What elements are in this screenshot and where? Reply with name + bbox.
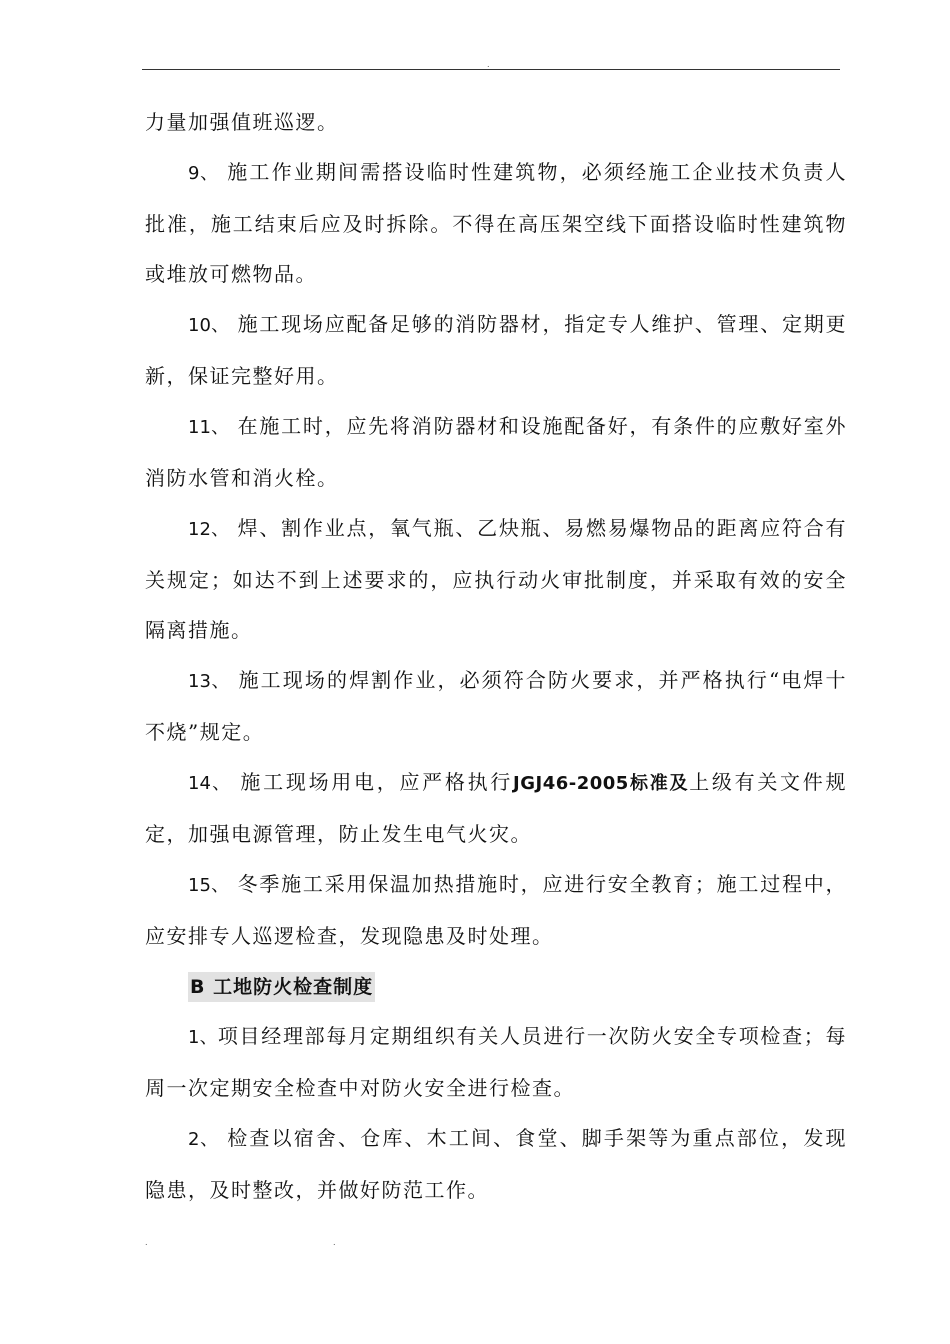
paragraph-b1 [145,1011,847,1113]
paragraph-b2 [145,1113,847,1215]
paragraph-text: 焊、割作业点，氧气瓶、乙炔瓶、易燃易爆物品的距离应符合有关规定；如达不到上述要求的，应执行动火审批制度，并采取有效的安全隔离措施。 [145,516,848,642]
paragraph-text: 施工作业期间需搭设临时性建筑物，必须经施工企业技术负责人批准，施工结束后应及时拆除。不得在高压架空线下面搭设临时性建筑物或堆放可燃物品。 [145,160,847,286]
paragraph-text: 施工现场的焊割作业，必须符合防火要求，并严格执行“电焊十不烧”规定。 [145,668,847,744]
item-number: 2、 [188,1129,219,1150]
item-number: 9、 [188,163,219,184]
section-heading-b: B 工地防火检查制度 [188,972,375,1002]
paragraph-text: 冬季施工采用保温加热措施时，应进行安全教育；施工过程中，应安排专人巡逻检查，发现隐患及时处理。 [145,872,848,948]
paragraph-text: 上级有关文件规定，加强电源管理，防止发生电气火灾。 [145,770,847,846]
paragraph-continuation: 力量加强值班巡逻。 [145,110,339,134]
item-number: 13、 [188,671,231,692]
header-rule [142,69,840,70]
header-mark: . [487,60,490,69]
item-number: 11、 [188,417,230,438]
standard-reference: JGJ46-2005标准及 [513,773,690,794]
footer-mark-left: . [145,1238,148,1247]
paragraph-text: 检查以宿舍、仓库、木工间、食堂、脚手架等为重点部位，发现隐患，及时整改，并做好防范工作。 [145,1126,847,1202]
paragraph-10 [145,299,847,401]
paragraph-9 [145,147,847,299]
item-number: 12、 [188,519,230,540]
paragraph-13 [145,655,847,757]
item-number: 1、 [188,1027,218,1048]
item-number: 10、 [188,315,230,336]
paragraph-text: 项目经理部每月定期组织有关人员进行一次防火安全专项检查；每周一次定期安全检查中对防火安全进行检查。 [145,1024,848,1100]
document-body [145,97,847,1215]
item-number: 15、 [188,875,230,896]
footer-mark-right: . [333,1238,336,1247]
section-heading-row [145,961,847,1011]
paragraph-text: 施工现场用电，应严格执行 [231,770,514,794]
paragraph-12 [145,503,847,655]
paragraph-14 [145,757,847,859]
paragraph-text: 施工现场应配备足够的消防器材，指定专人维护、管理、定期更新，保证完整好用。 [145,312,848,388]
item-number: 14、 [188,773,232,794]
paragraph-text: 在施工时，应先将消防器材和设施配备好，有条件的应敷好室外消防水管和消火栓。 [145,414,848,490]
paragraph-11 [145,401,847,503]
paragraph-15 [145,859,847,961]
